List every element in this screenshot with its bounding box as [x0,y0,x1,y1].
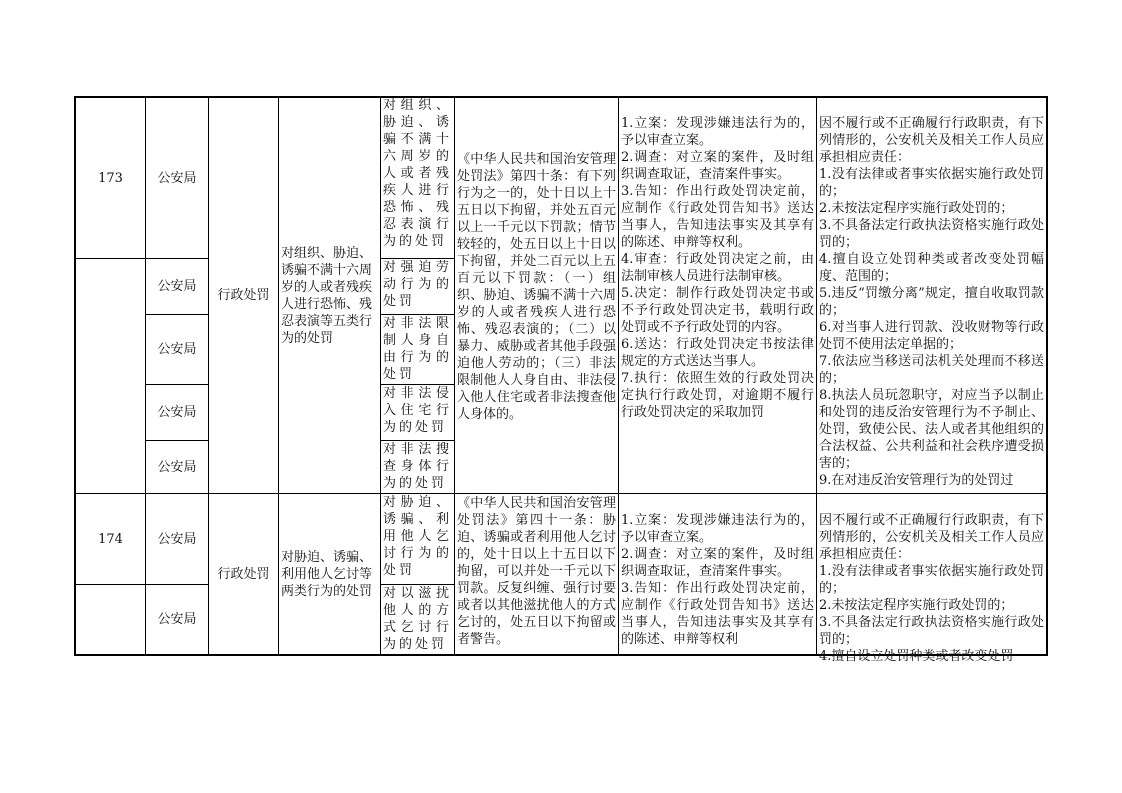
department-text: 公安局 [157,170,197,186]
legal-basis-cell [455,494,618,654]
liability-text: 因不履行或不正确履行行政职责，有下列情形的，公安机关及相关工作人员应承担相应责任： 1.没有法律或者事实依据实施行政处罚的； 2.未按法定程序实施行政处罚的； 3.不具备法定行政执法资格实施行政处罚的； 4.擅自设立处罚种类或者改变处罚幅度、范围的； 5.违反“罚缴分离”规定，擅自收取罚款的； 6.对当事人进行罚款、没收财物等行政处罚不使用法定单据的； 7.依法应当移送司法机关处理而不移送的； 8.执法人员玩忽职守，对应当予以制止和处罚的违反治安管理行为不予制止、处罚，致使公民、法人或者其他组织的合法权益、公共利益和社会秩序遭受损害的； 9.在对违反治安管理行为的处罚过 [819,116,1044,488]
department-cell [146,98,208,258]
sub-item-text: 对以滋扰他人的方式乞讨行为的处罚 [383,586,452,652]
item-name-text: 对胁迫、诱骗、利用他人乞讨等两类行为的处罚 [281,549,373,599]
legal-basis-text: 《中华人民共和国治安管理处罚法》第四十条：有下列行为之一的，处十日以上十五日以下拘留，并处五百元以上一千元以下罚款；情节较轻的，处五日以上十日以下拘留，并处二百元以上五百元以下罚款：（一）组织、胁迫、诱骗不满十六周岁的人或者残疾人进行恐怖、残忍表演的；（二）以暴力、威胁或者其他手段强迫他人劳动的；（三）非法限制他人人身自由、非法侵入他人住宅或者非法搜查他人身体的。 [457,152,616,422]
row-number-text: 173 [98,170,123,186]
legal-basis-cell [455,150,618,493]
row-number [76,98,145,258]
legal-basis-text: 《中华人民共和国治安管理处罚法》第四十一条：胁迫、诱骗或者利用他人乞讨的，处十日以上十五日以下拘留，可以并处一千元以下罚款。反复纠缠、强行讨要或者以其他滋扰他人的方式乞讨的，处五日以下拘留或者警告。 [457,496,616,647]
department-cell [146,385,208,440]
item-name-cell [279,98,380,493]
sub-item-text: 对非法侵入住宅行为的处罚 [383,386,452,435]
department-cell [146,494,208,584]
sub-item-cell [381,97,454,258]
liability-cell [817,97,1046,493]
table-border [1046,96,1048,655]
liability-text: 因不履行或不正确履行行政职责，有下列情形的，公安机关及相关工作人员应承担相应责任： 1.没有法律或者事实依据实施行政处罚的； 2.未按法定程序实施行政处罚的； 3.不具备法定行政执法资格实施行政处罚的； 4.擅自设立处罚种类或者改变处罚 [819,513,1044,664]
process-text: 1.立案：发现涉嫌违法行为的，予以审查立案。 2.调查：对立案的案件，及时组织调查取证，查清案件事实。 3.告知：作出行政处罚决定前，应制作《行政处罚告知书》送达当事人，告知违法事实及其享有的陈述、申辩等权利。 4.审查：行政处罚决定之前，由法制审核人员进行法制审核。 5.决定：制作行政处罚决定书或不予行政处罚决定书，载明行政处罚或不予行政处罚的内容。 6.送达：行政处罚决定书按法律规定的方式送达当事人。 7.执行：依照生效的行政处罚决定执行行政处罚，对逾期不履行行政处罚决定的采取加罚 [621,116,814,420]
department-text: 公安局 [157,459,197,475]
department-cell [146,585,208,654]
sub-item-cell [381,385,454,440]
row-number [76,494,145,584]
department-text: 公安局 [157,279,197,294]
department-text: 公安局 [157,342,197,357]
process-cell [619,97,816,493]
sub-item-text: 对非法限制人身自由行为的处罚 [383,316,452,382]
row-number-text: 174 [98,531,123,547]
department-cell [146,441,208,493]
department-cell [146,259,208,314]
sub-item-text: 对胁迫、诱骗、利用他人乞讨行为的处罚 [383,495,452,578]
item-name-text: 对组织、胁迫、诱骗不满十六周岁的人或者残疾人进行恐怖、残忍表演等五类行为的处罚 [281,245,373,346]
sub-item-text: 对非法搜查身体行为的处罚 [383,442,452,491]
power-type-text: 行政处罚 [217,288,270,303]
liability-cell [817,494,1046,664]
item-name-cell [279,494,380,654]
sub-item-cell [381,315,454,384]
sub-item-cell [381,585,454,654]
process-text: 1.立案：发现涉嫌违法行为的，予以审查立案。 2.调查：对立案的案件，及时组织调查取证，查清案件事实。 3.告知：作出行政处罚决定前，应制作《行政处罚告知书》送达当事人，告知违法事实及其享有的陈述、申辩等权利 [621,513,814,647]
sub-item-text: 对强迫劳动行为的处罚 [383,260,452,309]
power-type-cell [209,98,278,493]
department-text: 公安局 [157,531,197,547]
department-text: 公安局 [157,405,197,420]
process-cell [619,494,816,654]
sub-item-cell [381,494,454,584]
sub-item-cell [381,259,454,314]
sub-item-text: 对组织、胁迫、诱骗不满十六周岁的人或者残疾人进行恐怖、残忍表演行为的处罚 [383,98,452,249]
sub-item-cell [381,441,454,493]
power-type-cell [209,494,278,654]
department-cell [146,315,208,384]
power-type-text: 行政处罚 [217,566,270,582]
department-text: 公安局 [157,612,197,627]
